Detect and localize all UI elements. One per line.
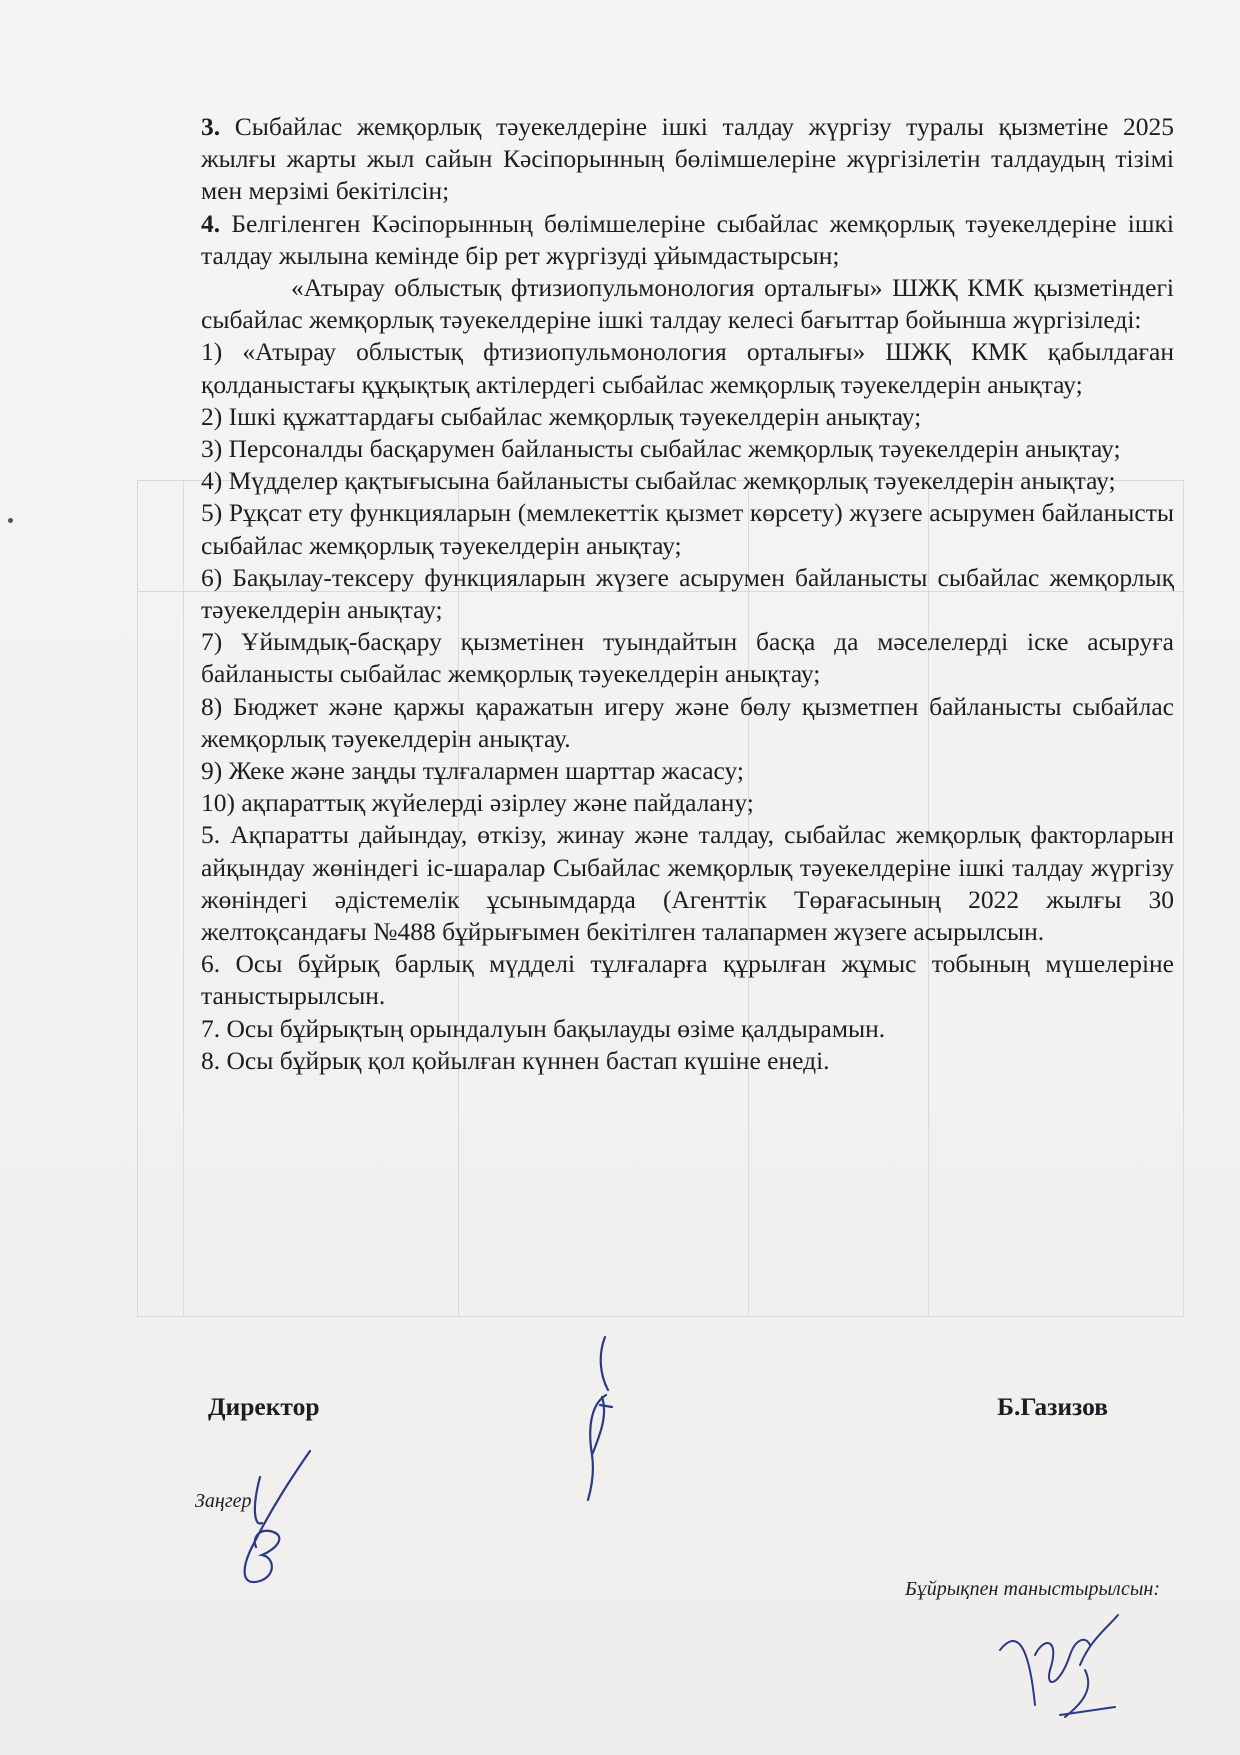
acknowledgement-label: Бұйрықпен таныстырылсын: xyxy=(904,1578,1160,1600)
direction-6: 6) Бақылау-тексеру функцияларын жүзеге асырумен байланысты сыбайлас жемқорлық тәуекелдерін анықтау; xyxy=(201,562,1174,625)
acknowledgement-signature xyxy=(990,1595,1125,1730)
direction-3: 3) Персоналды басқарумен байланысты сыбайлас жемқорлық тәуекелдерін анықтау; xyxy=(201,434,1121,464)
direction-4: 4) Мүдделер қақтығысына байланысты сыбайлас жемқорлық тәуекелдерін анықтау; xyxy=(201,466,1116,496)
analysis-intro: «Атырау облыстық фтизиопульмонология орталығы» ШЖҚ КМК қызметіндегі сыбайлас жемқорлық тәуекелдеріне ішкі талдау келесі бағыттар бойынша жүргізіледі: xyxy=(201,273,1174,335)
lawyer-label: Заңгер xyxy=(195,1490,252,1512)
paragraph-4: 4. Белгіленген Кәсіпорынның бөлімшелеріне сыбайлас жемқорлық тәуекелдеріне ішкі талдау жылына кемінде бір рет жүргізуді ұйымдастырсын; xyxy=(201,208,1174,270)
paragraph-3: 3. Сыбайлас жемқорлық тәуекелдеріне ішкі талдау жүргізу туралы қызметіне 2025 жылғы жарты жыл сайын Кәсіпорынның бөлімшелеріне жүргізілетін талдаудың тізімі мен мерзімі бекітілсін; xyxy=(201,112,1174,206)
director-name: Б.Газизов xyxy=(997,1392,1108,1421)
paragraph-6: 6. Осы бұйрық барлық мүдделі тұлғаларға құрылған жұмыс тобының мүшелеріне таныстырылсын. xyxy=(201,949,1174,1011)
direction-5: 5) Рұқсат ету функцияларын (мемлекеттік қызмет көрсету) жүзеге асырумен байланысты сыбайлас жемқорлық тәуекелдерін анықтау; xyxy=(201,498,1174,560)
direction-2: 2) Ішкі құжаттардағы сыбайлас жемқорлық тәуекелдерін анықтау; xyxy=(201,401,922,431)
direction-8: 8) Бюджет және қаржы қаражатын игеру және бөлу қызметпен байланысты сыбайлас жемқорлық тәуекелдерін анықтау. xyxy=(201,691,1174,753)
scan-speck xyxy=(8,518,13,523)
signature-block xyxy=(208,1392,1108,1428)
paragraph-8: 8. Осы бұйрық қол қойылған күннен бастап күшіне енеді. xyxy=(201,1045,830,1075)
direction-1: 1) «Атырау облыстық фтизиопульмонология орталығы» ШЖҚ КМК қабылдаған қолданыстағы құқықтық актілердегі сыбайлас жемқорлық тәуекелдерін анықтау; xyxy=(201,337,1174,399)
order-body xyxy=(201,111,1174,1077)
direction-9: 9) Жеке және заңды тұлғалармен шарттар жасасу; xyxy=(201,756,745,786)
paragraph-5: 5. Ақпаратты дайындау, өткізу, жинау және талдау, сыбайлас жемқорлық факторларын айқындау жөніндегі іс-шаралар Сыбайлас жемқорлық тәуекелдеріне ішкі талдау жүргізу жөніндегі әдістемелік ұсынымдарда (Агенттік Төрағасының 2022 жылғы 30 желтоқсандағы №488 бұйрығымен бекітілген талапармен жүзеге асырылсын. xyxy=(201,820,1174,947)
direction-10: 10) ақпараттық жүйелерді әзірлеу және пайдалану; xyxy=(201,788,754,818)
director-title: Директор xyxy=(208,1392,320,1421)
lawyer-signature xyxy=(222,1447,322,1592)
paragraph-7: 7. Осы бұйрықтың орындалуын бақылауды өзіме қалдырамын. xyxy=(201,1013,886,1043)
direction-7: 7) Ұйымдық-басқару қызметінен туындайтын басқа да мәселелерді іске асыруға байланысты сыбайлас жемқорлық тәуекелдерін анықтау; xyxy=(201,627,1174,689)
